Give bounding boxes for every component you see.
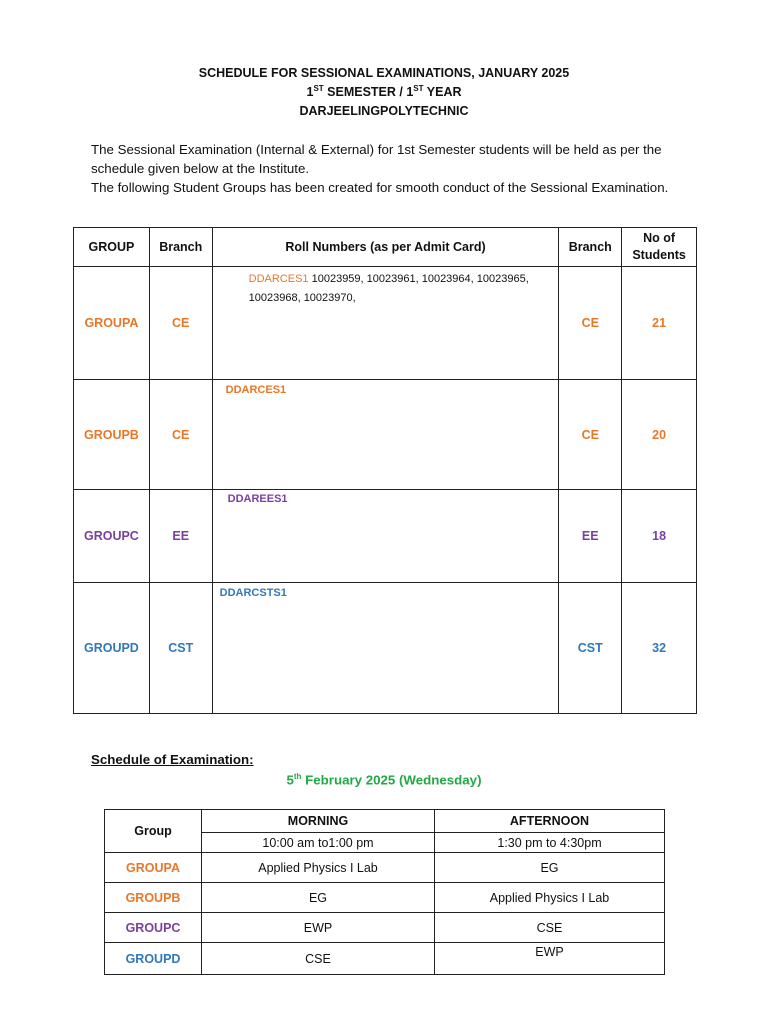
schedule-table	[104, 809, 665, 975]
group-name: GROUPA	[74, 267, 150, 380]
groups-table-header	[74, 228, 697, 267]
roll-numbers	[212, 583, 559, 714]
afternoon-exam: EG	[435, 853, 665, 883]
student-count: 21	[622, 267, 697, 380]
group-name: GROUPC	[105, 913, 202, 943]
table-row	[105, 943, 665, 975]
table-row	[74, 583, 697, 714]
roll-list-line-2: 10023968, 10023970,	[248, 292, 356, 304]
branch: CE	[149, 267, 212, 380]
branch-2: EE	[559, 490, 622, 583]
table-row	[74, 380, 697, 490]
roll-numbers	[212, 380, 559, 490]
branch-2: CST	[559, 583, 622, 714]
morning-exam: Applied Physics I Lab	[202, 853, 435, 883]
schedule-header-row	[105, 810, 665, 833]
branch: CE	[149, 380, 212, 490]
roll-prefix: DDARCES1	[225, 384, 287, 396]
header-branch: Branch	[149, 228, 212, 267]
branch-2: CE	[559, 267, 622, 380]
roll-numbers	[212, 490, 559, 583]
exam-date: 5th February 2025 (Wednesday)	[286, 772, 482, 788]
header-branch-2: Branch	[559, 228, 622, 267]
afternoon-exam: Applied Physics I Lab	[435, 883, 665, 913]
header-roll-numbers: Roll Numbers (as per Admit Card)	[212, 228, 559, 267]
roll-numbers	[212, 267, 559, 380]
branch: CST	[149, 583, 212, 714]
morning-time: 10:00 am to1:00 pm	[202, 833, 435, 853]
table-row	[74, 490, 697, 583]
header-student-count: No of Students	[622, 228, 697, 267]
morning-exam: EG	[202, 883, 435, 913]
table-row	[105, 853, 665, 883]
roll-prefix: DDARCES1	[248, 273, 309, 285]
table-row	[105, 883, 665, 913]
afternoon-exam: CSE	[435, 913, 665, 943]
morning-exam: EWP	[202, 913, 435, 943]
header-afternoon: AFTERNOON	[435, 810, 665, 833]
institute-name: DARJEELINGPOLYTECHNIC	[299, 104, 469, 118]
afternoon-time: 1:30 pm to 4:30pm	[435, 833, 665, 853]
header-group: GROUP	[74, 228, 150, 267]
group-name: GROUPA	[105, 853, 202, 883]
doc-subtitle-semester: 1ST SEMESTER / 1ST YEAR	[306, 84, 462, 100]
afternoon-exam: EWP	[435, 943, 665, 975]
student-count: 32	[622, 583, 697, 714]
table-row	[74, 267, 697, 380]
student-count: 18	[622, 490, 697, 583]
roll-prefix: DDARCSTS1	[219, 587, 287, 599]
group-name: GROUPD	[105, 943, 202, 975]
intro-paragraph-2: The following Student Groups has been created for smooth conduct of the Sessional Examination.	[91, 180, 669, 195]
roll-list-line-1: 10023959, 10023961, 10023964, 10023965,	[308, 273, 529, 285]
branch: EE	[149, 490, 212, 583]
branch-2: CE	[559, 380, 622, 490]
table-row	[105, 913, 665, 943]
header-group: Group	[105, 810, 202, 853]
groups-table	[73, 227, 697, 714]
schedule-title: Schedule of Examination:	[91, 752, 254, 767]
morning-exam: CSE	[202, 943, 435, 975]
group-name: GROUPC	[74, 490, 150, 583]
doc-title: SCHEDULE FOR SESSIONAL EXAMINATIONS, JANUARY 2025	[198, 66, 570, 80]
intro-paragraph-1: The Sessional Examination (Internal & External) for 1st Semester students will be held as per the schedule given below at the Institute.	[91, 142, 662, 176]
group-name: GROUPB	[74, 380, 150, 490]
roll-prefix: DDAREES1	[227, 493, 288, 505]
group-name: GROUPD	[74, 583, 150, 714]
group-name: GROUPB	[105, 883, 202, 913]
header-morning: MORNING	[202, 810, 435, 833]
intro-text	[91, 140, 711, 197]
student-count: 20	[622, 380, 697, 490]
